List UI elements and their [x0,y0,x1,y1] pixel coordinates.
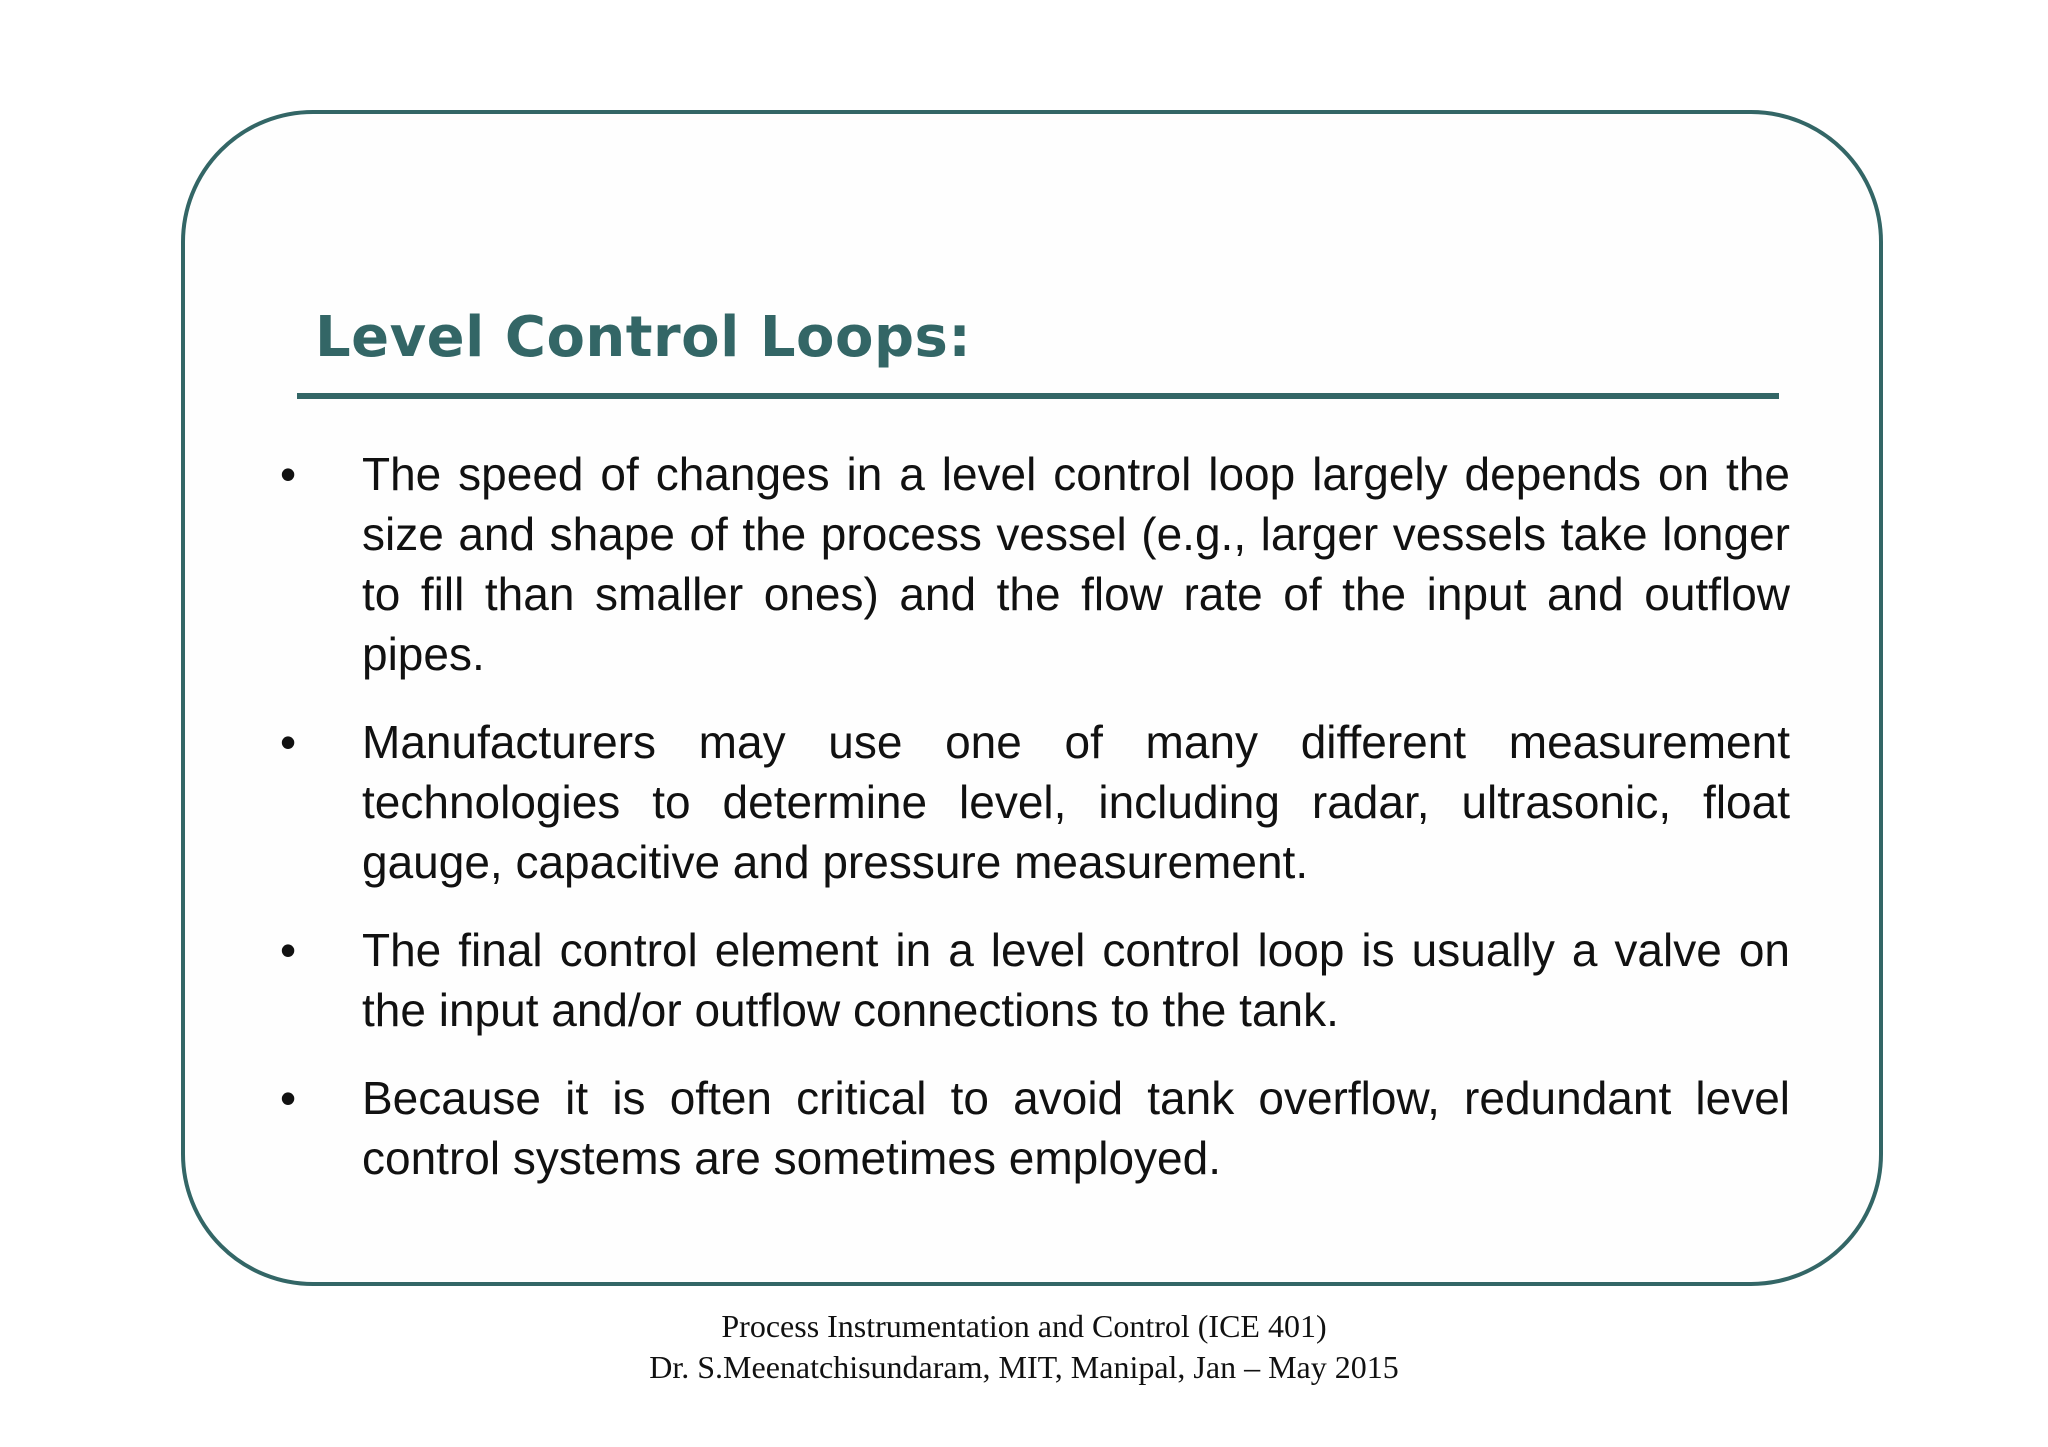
bullet-text: Because it is often critical to avoid tank overflow, redundant level control systems are sometimes employed. [362,1072,1790,1184]
bullet-text: The speed of changes in a level control loop largely depends on the size and shape of the process vessel (e.g., larger vessels take longer to fill than smaller ones) and the flow rate of the input and outflow pipes. [362,448,1790,680]
bullet-item [280,444,1790,684]
bullet-marker: • [280,716,297,768]
slide-title: Level Control Loops: [315,305,972,370]
bullet-list [280,444,1790,1216]
bullet-item [280,920,1790,1040]
bullet-text: The final control element in a level control loop is usually a valve on the input and/or outflow connections to the tank. [362,924,1790,1036]
bullet-item [280,1068,1790,1188]
bullet-marker: • [280,448,297,500]
bullet-text: Manufacturers may use one of many different measurement technologies to determine level, including radar, ultrasonic, float gauge, capacitive and pressure measurement. [362,716,1790,888]
footer-author: Dr. S.Meenatchisundaram, MIT, Manipal, Jan – May 2015 [649,1349,1399,1385]
footer-course: Process Instrumentation and Control (ICE 401) [721,1308,1327,1344]
bullet-marker: • [280,1072,297,1124]
bullet-item [280,712,1790,892]
title-underline [297,393,1779,399]
bullet-marker: • [280,924,297,976]
